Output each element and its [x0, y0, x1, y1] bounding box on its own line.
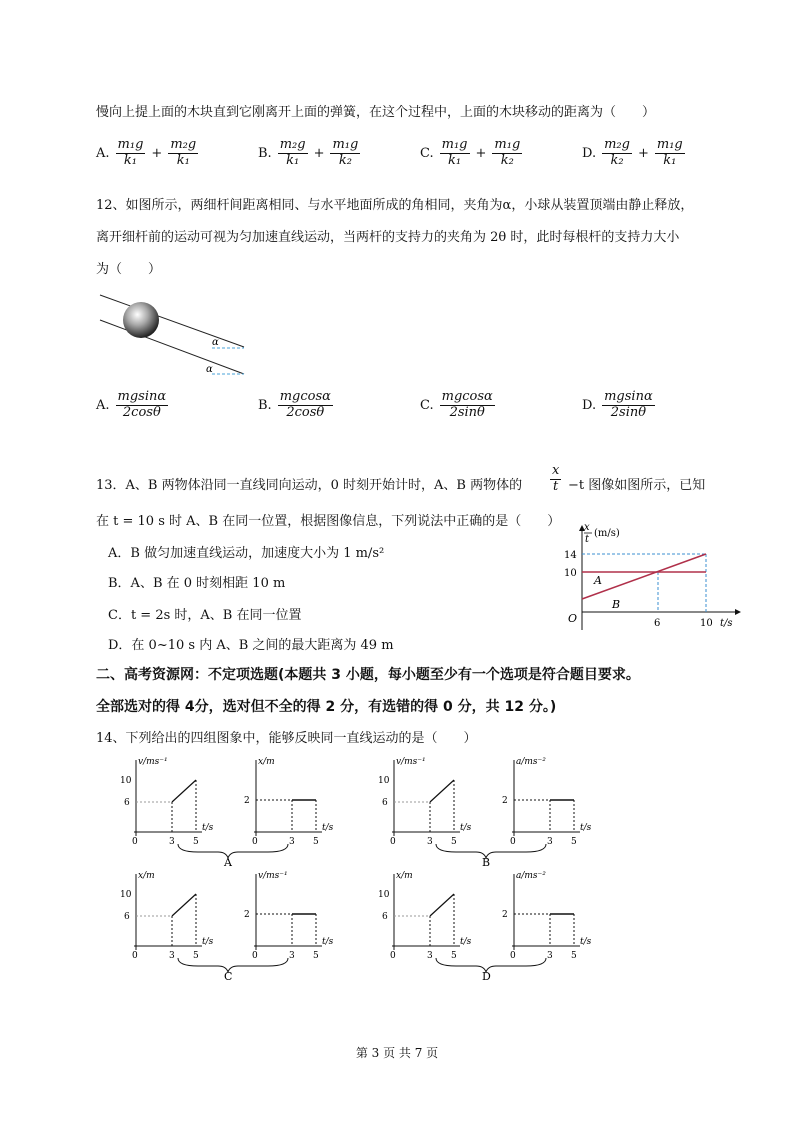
tick-10-x: 10 — [700, 618, 713, 629]
fraction-den: 2sinθ — [449, 404, 485, 420]
tick-label: 0 — [510, 837, 516, 847]
x-axis-label: t/s — [580, 937, 592, 947]
y-axis-label: x/m — [258, 757, 275, 767]
tick-label: 5 — [193, 837, 199, 847]
q11-option-b — [258, 138, 360, 169]
fraction-term-2 — [330, 138, 360, 169]
fraction — [278, 390, 333, 421]
fraction-term-2 — [492, 138, 522, 169]
q12-line3: 为（ ） — [96, 262, 162, 277]
fraction — [440, 390, 495, 421]
y-label-den: t — [585, 534, 590, 545]
q13-option-a: A．B 做匀加速直线运动，加速度大小为 1 m/s² — [108, 546, 385, 561]
q12-option-a — [96, 390, 168, 421]
x-axis-label: t/s — [202, 823, 214, 833]
tick-label: 0 — [252, 951, 258, 961]
plus-sign: + — [313, 145, 325, 161]
fraction-num: mgsinα — [604, 389, 653, 404]
q11-option-c — [420, 138, 522, 169]
tick-label: 10 — [378, 890, 390, 900]
tick-label: 3 — [427, 837, 433, 847]
tick-label: 6 — [124, 798, 130, 808]
tick-label: 5 — [193, 951, 199, 961]
fraction-term-2-den: k₂ — [500, 152, 514, 168]
x-axis-label: t/s — [460, 823, 472, 833]
y-unit: (m/s) — [594, 528, 620, 539]
fraction — [116, 390, 169, 421]
q14-text: 14、下列给出的四组图象中，能够反映同一直线运动的是（ ） — [96, 731, 477, 746]
fraction-term-1-num: m₂g — [604, 137, 630, 152]
fraction-term-1 — [440, 138, 470, 169]
tick-label: 5 — [571, 837, 577, 847]
upper-rod — [100, 295, 244, 347]
tick-label: 3 — [289, 951, 295, 961]
q14-group-a — [118, 752, 358, 867]
y-axis-label: a/ms⁻² — [516, 871, 546, 881]
y-label-num: x — [584, 522, 590, 533]
fraction-term-1-num: m₂g — [279, 137, 306, 152]
tick-label: 10 — [120, 890, 132, 900]
fraction-num: mgsinα — [117, 389, 167, 404]
q13-line1a: 13．A、B 两物体沿同一直线同向运动，0 时刻开始计时，A、B 两物体的 — [96, 478, 523, 493]
fraction-term-2-num: m₁g — [494, 137, 521, 152]
label-b: B — [612, 598, 621, 611]
fraction-term-1-den: k₁ — [448, 152, 462, 168]
lower-rod — [100, 320, 244, 374]
option-label: B. — [258, 145, 272, 161]
section2-line2: 全部选对的得 4分，选对但不全的得 2 分，有选错的得 0 分，共 12 分。) — [96, 699, 557, 715]
q14-group-c — [118, 866, 358, 981]
q13-frac-num: x — [552, 463, 560, 478]
x-axis-label: t/s — [322, 823, 334, 833]
q12-line2: 离开细杆前的运动可视为匀加速直线运动，当两杆的支持力的夹角为 2θ 时，此时每根杆的支持力大小 — [96, 230, 680, 245]
tick-label: 10 — [120, 776, 132, 786]
x-axis-label: t/s — [202, 937, 214, 947]
section2-line1: 二、高考资源网：不定项选题(本题共 3 小题，每小题至少有一个选项是符合题目要求。 — [96, 667, 640, 683]
group-label: A — [224, 856, 232, 867]
graph-line — [172, 780, 196, 802]
group-label: B — [482, 856, 491, 867]
tick-label: 2 — [244, 910, 250, 920]
tick-label: 2 — [502, 796, 508, 806]
tick-label: 0 — [390, 951, 396, 961]
q11-text: 慢向上提上面的木块直到它刚离开上面的弹簧，在这个过程中，上面的木块移动的距离为（ ） — [96, 105, 656, 120]
tick-label: 0 — [390, 837, 396, 847]
fraction-num: mgcosα — [279, 389, 331, 404]
tick-label: 0 — [132, 837, 138, 847]
plus-sign: + — [637, 145, 649, 161]
graph-line — [430, 780, 454, 802]
x-axis-label: t/s — [322, 937, 334, 947]
tick-label: 6 — [382, 912, 388, 922]
option-label: C. — [420, 397, 434, 413]
xt-t-graph — [560, 522, 750, 634]
fraction-term-1 — [602, 138, 632, 169]
y-axis-label: a/ms⁻² — [516, 757, 546, 767]
group-label: D — [482, 970, 491, 981]
y-axis-label: v/ms⁻¹ — [138, 757, 168, 767]
group-label: C — [224, 970, 233, 981]
tick-label: 0 — [252, 837, 258, 847]
tick-label: 3 — [169, 837, 175, 847]
fraction-term-2-num: m₁g — [656, 137, 683, 152]
tick-label: 3 — [427, 951, 433, 961]
option-label: A. — [96, 145, 110, 161]
tick-label: 5 — [313, 951, 319, 961]
fraction-term-2-num: m₁g — [332, 137, 359, 152]
q11-option-a — [96, 138, 198, 169]
q13-line2: 在 t = 10 s 时 A、B 在同一位置，根据图像信息，下列说法中正确的是（ ） — [96, 514, 561, 529]
q11-option-d — [582, 138, 685, 169]
fraction-term-2-den: k₂ — [338, 152, 352, 168]
plus-sign: + — [151, 145, 163, 161]
q13-option-b: B．A、B 在 0 时刻相距 10 m — [108, 576, 286, 591]
y-axis-label: x/m — [138, 871, 155, 881]
q14-group-d — [376, 866, 616, 981]
q13-frac-den: t — [553, 478, 559, 494]
tick-label: 5 — [451, 837, 457, 847]
tick-label: 0 — [132, 951, 138, 961]
page-footer: 第 3 页 共 7 页 — [355, 1046, 439, 1060]
option-label: B. — [258, 397, 272, 413]
tick-label: 3 — [547, 837, 553, 847]
tick-label: 5 — [571, 951, 577, 961]
tick-label: 3 — [169, 951, 175, 961]
fraction-term-1-den: k₂ — [610, 152, 624, 168]
q13-line1b: −t 图像如图所示，已知 — [568, 478, 706, 493]
fraction-den: 2cosθ — [122, 404, 161, 420]
option-label: C. — [420, 145, 434, 161]
origin-label: O — [568, 612, 578, 625]
q14-group-b — [376, 752, 616, 867]
fraction-term-1 — [116, 138, 146, 169]
y-axis-label: v/ms⁻¹ — [396, 757, 426, 767]
q13-option-c: C．t = 2s 时，A、B 在同一位置 — [108, 608, 302, 623]
q12-option-c — [420, 390, 495, 421]
fraction-den: 2sinθ — [610, 404, 647, 420]
alpha-label-lower: α — [206, 364, 213, 375]
x-axis-label: t/s — [580, 823, 592, 833]
graph-line — [430, 894, 454, 916]
x-axis-label: t/s — [460, 937, 472, 947]
y-axis-label: x/m — [396, 871, 413, 881]
fraction-term-1-den: k₁ — [123, 152, 138, 168]
fraction-term-1 — [278, 138, 308, 169]
tick-label: 3 — [547, 951, 553, 961]
tick-label: 6 — [124, 912, 130, 922]
fraction-term-2 — [655, 138, 685, 169]
fraction-term-2 — [168, 138, 198, 169]
tick-label: 0 — [510, 951, 516, 961]
fraction-term-2-den: k₁ — [663, 152, 677, 168]
tick-label: 6 — [382, 798, 388, 808]
q12-line1: 12、如图所示，两细杆间距离相同、与水平地面所成的角相同，夹角为α，小球从装置顶端由静止释放， — [96, 198, 694, 213]
tick-14: 14 — [564, 550, 577, 561]
tick-label: 2 — [502, 910, 508, 920]
fraction-term-2-num: m₂g — [170, 137, 197, 152]
tick-label: 3 — [289, 837, 295, 847]
incline-rods-figure — [94, 287, 254, 382]
alpha-label-upper: α — [212, 337, 219, 348]
y-axis-label: v/ms⁻¹ — [258, 871, 288, 881]
tick-label: 10 — [378, 776, 390, 786]
tick-label: 5 — [451, 951, 457, 961]
option-label: A. — [96, 397, 110, 413]
tick-6: 6 — [654, 618, 661, 629]
q13-inline-fraction — [550, 464, 561, 495]
q12-option-d — [582, 390, 655, 421]
fraction-term-2-den: k₁ — [176, 152, 190, 168]
fraction-term-1-num: m₁g — [117, 137, 144, 152]
tick-10: 10 — [564, 568, 577, 579]
graph-line — [172, 894, 196, 916]
tick-label: 5 — [313, 837, 319, 847]
q12-option-b — [258, 390, 333, 421]
fraction-den: 2cosθ — [286, 404, 325, 420]
ball — [123, 302, 159, 338]
option-label: D. — [582, 145, 597, 161]
q13-option-d: D．在 0~10 s 内 A、B 之间的最大距离为 49 m — [108, 638, 394, 653]
fraction-num: mgcosα — [441, 389, 493, 404]
label-a: A — [594, 574, 602, 587]
fraction-term-1-den: k₁ — [286, 152, 300, 168]
fraction-term-1-num: m₁g — [441, 137, 468, 152]
x-label: t/s — [720, 618, 733, 629]
tick-label: 2 — [244, 796, 250, 806]
option-label: D. — [582, 397, 597, 413]
fraction — [602, 390, 655, 421]
plus-sign: + — [475, 145, 487, 161]
